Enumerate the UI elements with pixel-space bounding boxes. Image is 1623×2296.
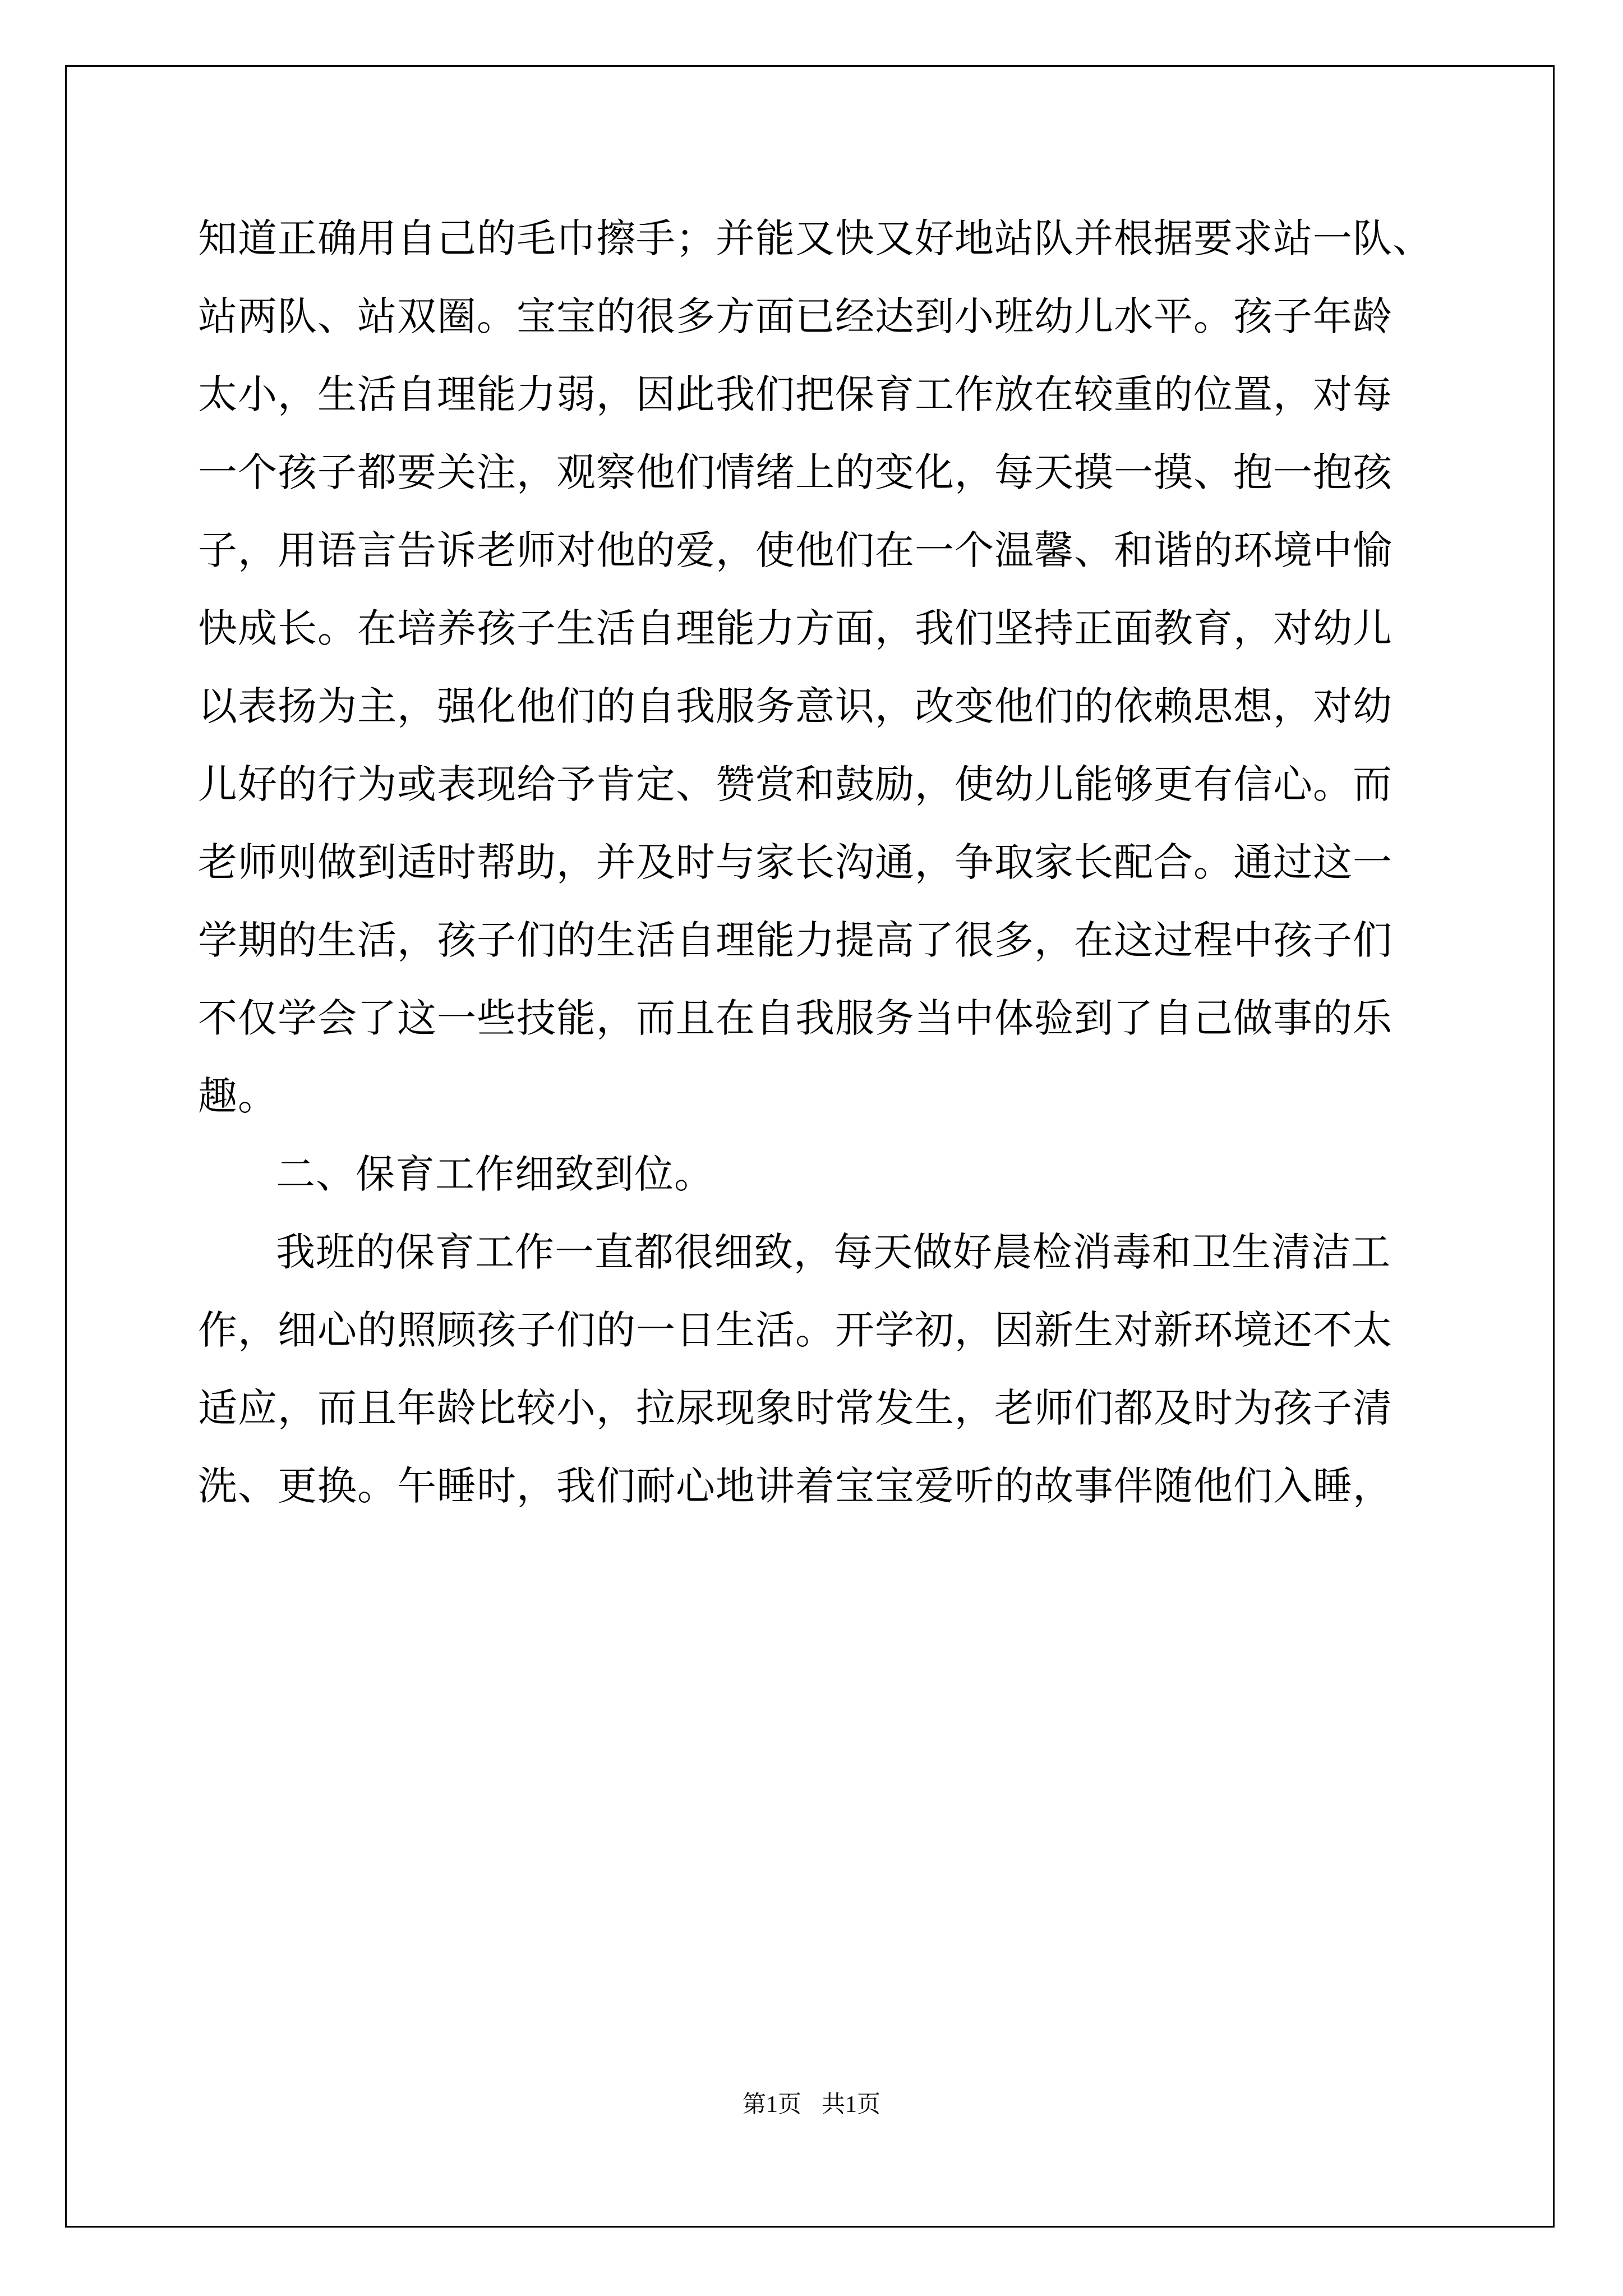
body-line-3: 太小，生活自理能力弱，因此我们把保育工作放在较重的位置，对每 [198,371,1393,417]
body-line-1: 知道正确用自己的毛巾擦手；并能又快又好地站队并根据要求站一队、 [198,215,1432,261]
paragraph2-line-1: 我班的保育工作一直都很细致，每天做好晨检消毒和卫生清洁工 [276,1229,1391,1275]
page-total: 共1页 [822,2092,881,2118]
body-line-10: 学期的生活，孩子们的生活自理能力提高了很多，在这过程中孩子们 [198,917,1393,963]
body-line-4: 一个孩子都要关注，观察他们情绪上的变化，每天摸一摸、抱一抱孩 [198,449,1393,495]
paragraph2-line-2: 作，细心的照顾孩子们的一日生活。开学初，因新生对新环境还不太 [198,1307,1393,1353]
body-line-7: 以表扬为主，强化他们的自我服务意识，改变他们的依赖思想，对幼 [198,683,1393,729]
body-line-9: 老师则做到适时帮助，并及时与家长沟通，争取家长配合。通过这一 [198,839,1393,885]
page-footer [0,2086,1623,2119]
body-line-6: 快成长。在培养孩子生活自理能力方面，我们坚持正面教育，对幼儿 [198,605,1393,651]
page-number: 第1页 [742,2092,801,2118]
body-line-8: 儿好的行为或表现给予肯定、赞赏和鼓励，使幼儿能够更有信心。而 [198,761,1393,807]
paragraph2-line-3: 适应，而且年龄比较小，拉尿现象时常发生，老师们都及时为孩子清 [198,1385,1393,1431]
body-line-5: 子，用语言告诉老师对他的爱，使他们在一个温馨、和谐的环境中愉 [198,527,1393,573]
body-line-12: 趣。 [198,1073,278,1119]
body-line-11: 不仅学会了这一些技能，而且在自我服务当中体验到了自己做事的乐 [198,995,1393,1041]
paragraph2-line-4: 洗、更换。午睡时，我们耐心地讲着宝宝爱听的故事伴随他们入睡， [198,1463,1393,1509]
body-line-2: 站两队、站双圈。宝宝的很多方面已经达到小班幼儿水平。孩子年龄 [198,293,1393,339]
section-heading: 二、保育工作细致到位。 [276,1151,714,1197]
